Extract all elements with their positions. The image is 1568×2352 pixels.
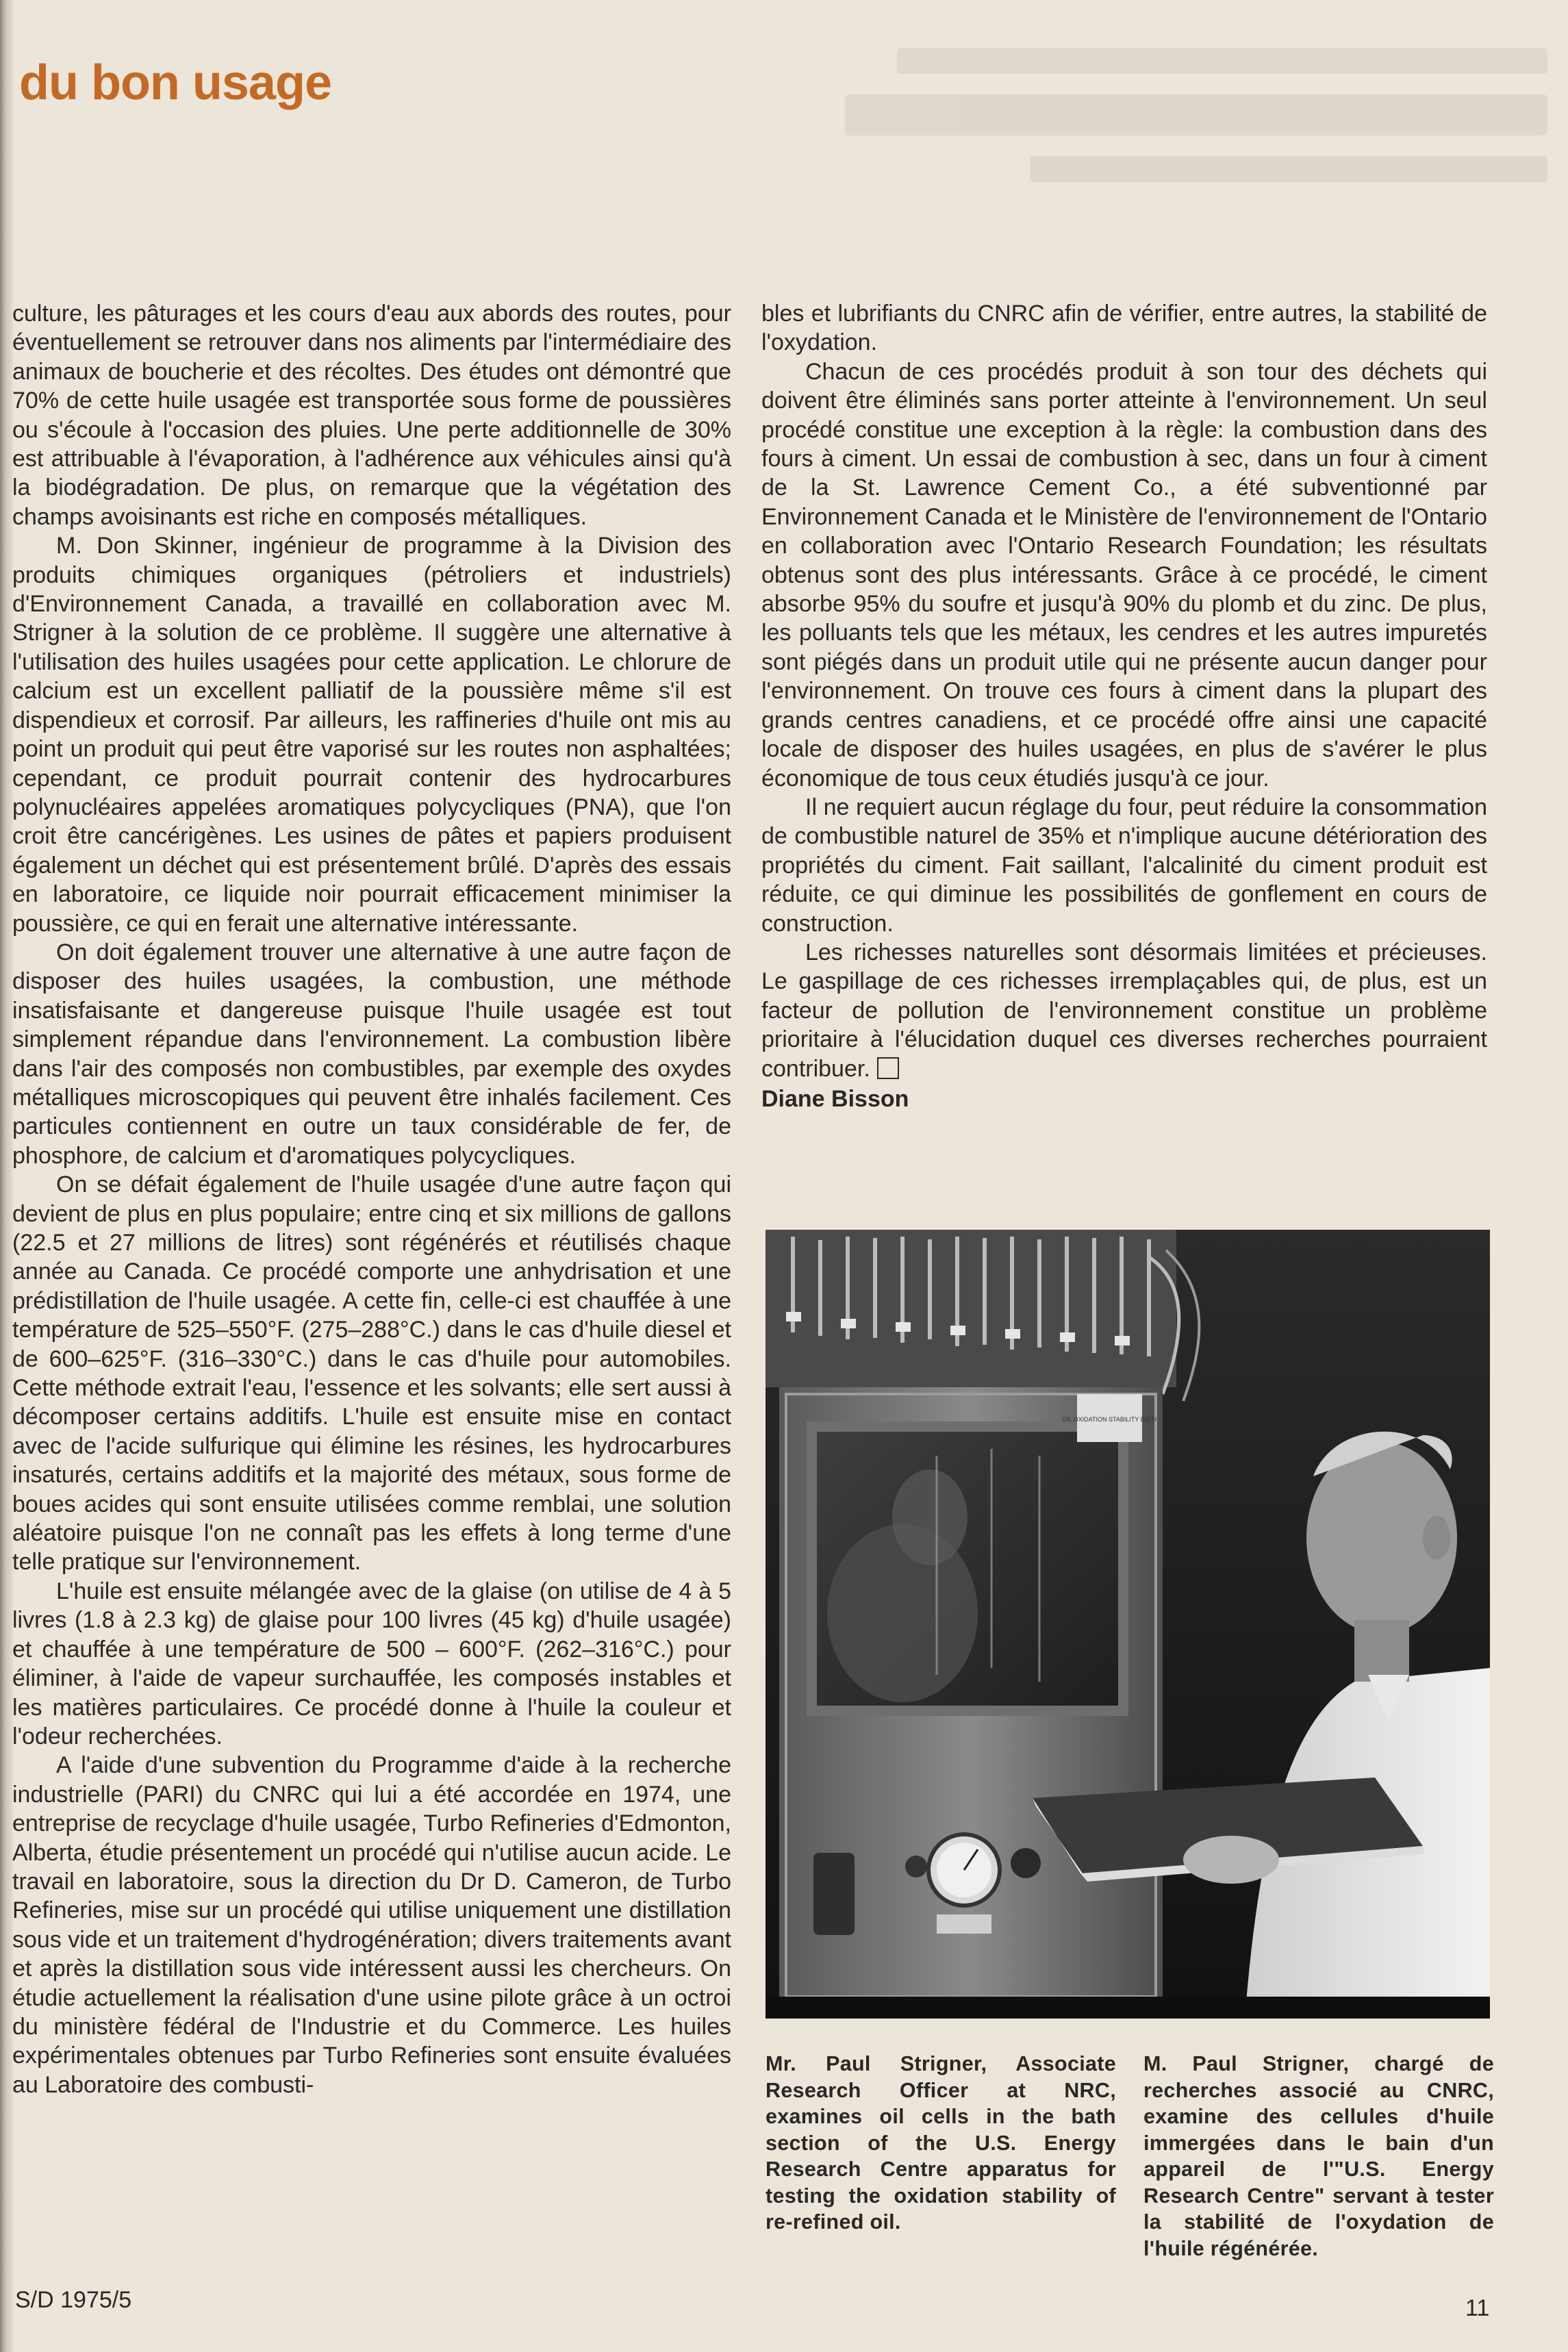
- paragraph: Chacun de ces procédés produit à son tour des déchets qui doivent être éliminés sans porter atteinte à l'environnement. Un seul procédé constitue une exception à la règle: la combustion dans des fours à ciment. Un essai de combustion à sec, dans un four à ciment de la St. Lawrence Cement Co., a été subventionné par Environnement Canada et le Ministère de l'environnement de l'Ontario en collaboration avec l'Ontario Research Foundation; les résultats obtenus sont des plus intéressants. Grâce à ce procédé, le ciment absorbe 95% du soufre et jusqu'à 90% du plomb et du zinc. De plus, les polluants tels que les métaux, les cendres et les autres impuretés sont piégés dans un produit utile qui ne présente aucun danger pour l'environnement. On trouve ces fours à ciment dans la plupart des grands centres canadiens, et ce procédé offre ainsi une capacité locale de disposer des huiles usagées, en plus de s'avérer le plus économique de tous ceux étudiés jusqu'à ce jour.: [761, 358, 1487, 792]
- lab-photograph: [766, 1230, 1490, 2019]
- paragraph: On se défait également de l'huile usagée d'une autre façon qui devient de plus en plus populaire; entre cinq et six millions de gallons (22.5 et 27 millions de litres) sont régénérés et réutilisés chaque année au Canada. Ce procédé comporte une anhydrisation et une prédistillation de l'huile usagée. A cette fin, celle-ci est chauffée à une température de 525–550°F. (275–288°C.) dans le cas d'huile diesel et de 600–625°F. (316–330°C.) dans le cas d'huile pour automobiles. Cette méthode extrait l'eau, l'essence et les solvants; elle sert aussi à décomposer certains additifs. L'huile est ensuite mise en contact avec de l'acide sulfurique qui élimine les résines, les hydrocarbures insaturés, certains additifs et la majorité des métaux, sous forme de boues acides qui sont ensuite utilisées comme remblai, une solution aléatoire puisque l'on ne connaît pas les effets à long terme d'une telle pratique sur l'environnement.: [12, 1172, 731, 1576]
- author-byline: Diane Bisson: [761, 1085, 909, 1112]
- right-column: [761, 299, 1487, 1113]
- paragraph: L'huile est ensuite mélangée avec de la glaise (on utilise de 4 à 5 livres (1.8 à 2.3 kg) de glaise pour 100 livres (45 kg) d'huile usagée) et chauffée à une température de 500 – 600°F. (262–316°C.) pour éliminer, à l'aide de vapeur surchauffée, les composés instables et les matières particulaires. Ce procédé donne à l'huile la couleur et l'odeur recherchées.: [12, 1578, 731, 1749]
- section-title: du bon usage: [19, 55, 331, 110]
- paragraph: Il ne requiert aucun réglage du four, peut réduire la consommation de combustible naturel de 35% et n'implique aucune détérioration des propriétés du ciment. Fait saillant, l'alcalinité du ciment produit est réduite, ce qui diminue les possibilités de gonflement en cours de construction.: [761, 794, 1487, 937]
- page-number: 11: [1465, 2295, 1490, 2321]
- photo-caption-english: Mr. Paul Strigner, Associate Research Officer at NRC, examines oil cells in the bath section of the U.S. Energy Research Centre apparatus for testing the oxidation stability of re-refined oil.: [766, 2052, 1116, 2234]
- apparatus-label-plate: OIL OXIDATION STABILITY BATH: [1061, 1416, 1157, 1423]
- paragraph: A l'aide d'une subvention du Programme d'aide à la recherche industrielle (PARI) du CNRC qui lui a été accordée en 1974, une entreprise de recyclage d'huile usagée, Turbo Refineries d'Edmonton, Alberta, étudie présentement un procédé qui n'utilise aucun acide. Le travail en laboratoire, sous la direction du Dr D. Cameron, de Turbo Refineries, mise sur un procédé qui utilise uniquement une distillation sous vide et un traitement d'hydrogénération; divers traitements avant et après la distillation sous vide intéressent aussi les chercheurs. On étudie actuellement la réalisation d'une usine pilote grâce à un octroi du ministère fédéral de l'Industrie et du Commerce. Les huiles expérimentales obtenues par Turbo Refineries sont ensuite évaluées au Laboratoire des combusti-: [12, 1752, 731, 2098]
- page-binding-edge: [0, 0, 14, 2352]
- paragraph-text: Les richesses naturelles sont désormais limitées et précieuses. Le gaspillage de ces richesses irremplaçables qui, de plus, est un facteur de pollution de l'environnement constitue un problème prioritaire à l'élucidation duquel ces diverses recherches pourraient contribuer.: [761, 939, 1487, 1082]
- end-of-article-mark: [877, 1057, 899, 1079]
- photo-illustration: [766, 1230, 1490, 2019]
- closing-paragraph: [761, 938, 1487, 1083]
- paragraph: On doit également trouver une alternative à une autre façon de disposer des huiles usagées, la combustion, une méthode insatisfaisante et dangereuse puisque l'huile usagée est tout simplement répandue dans l'environnement. La combustion libère dans l'air des composés non combustibles, par exemple des oxydes métalliques microscopiques qui peuvent être inhalés facilement. Ces particules contiennent en outre un taux considérable de fer, de phosphore, de calcium et d'aromatiques polycycliques.: [12, 939, 731, 1169]
- issue-reference: S/D 1975/5: [15, 2287, 132, 2313]
- paragraph: M. Don Skinner, ingénieur de programme à la Division des produits chimiques organiques (pétroliers et industriels) d'Environnement Canada, a travaillé en collaboration avec M. Strigner à la solution de ce problème. Il suggère une alternative à l'utilisation des huiles usagées pour cette application. Le chlorure de calcium est un excellent palliatif de la poussière même s'il est dispendieux et corrosif. Par ailleurs, les raffineries d'huile ont mis au point un produit qui peut être vaporisé sur les routes non asphaltées; cependant, ce produit pourrait contenir des hydrocarbures polynucléaires appelées aromatiques polycycliques (PNA), que l'on croit être cancérigènes. Les usines de pâtes et papiers produisent également un déchet qui est présentement brûlé. D'après des essais en laboratoire, ce liquide noir pourrait efficacement minimiser la poussière, ce qui en ferait une alternative intéressante.: [12, 533, 731, 937]
- paragraph: culture, les pâturages et les cours d'eau aux abords des routes, pour éventuellement se retrouver dans nos aliments par l'intermédiaire des animaux de boucherie et des récoltes. Des études ont démontré que 70% de cette huile usagée est transportée sous forme de poussières ou s'écoule à l'occasion des pluies. Une perte additionnelle de 30% est attribuable à l'évaporation, à l'adhérence aux véhicules ainsi qu'à la biodégradation. De plus, on remarque que la végétation des champs avoisinants est riche en composés métalliques.: [12, 301, 731, 530]
- paragraph: bles et lubrifiants du CNRC afin de vérifier, entre autres, la stabilité de l'oxydation.: [761, 301, 1487, 356]
- photo-caption-french: M. Paul Strigner, chargé de recherches associé au CNRC, examine des cellules d'huile immergées dans le bain d'un appareil de l'"U.S. Energy Research Centre" servant à tester la stabilité de l'oxydation de l'huile régénérée.: [1143, 2052, 1494, 2260]
- show-through-ghost-text: [808, 48, 1547, 205]
- left-column: [12, 299, 731, 2099]
